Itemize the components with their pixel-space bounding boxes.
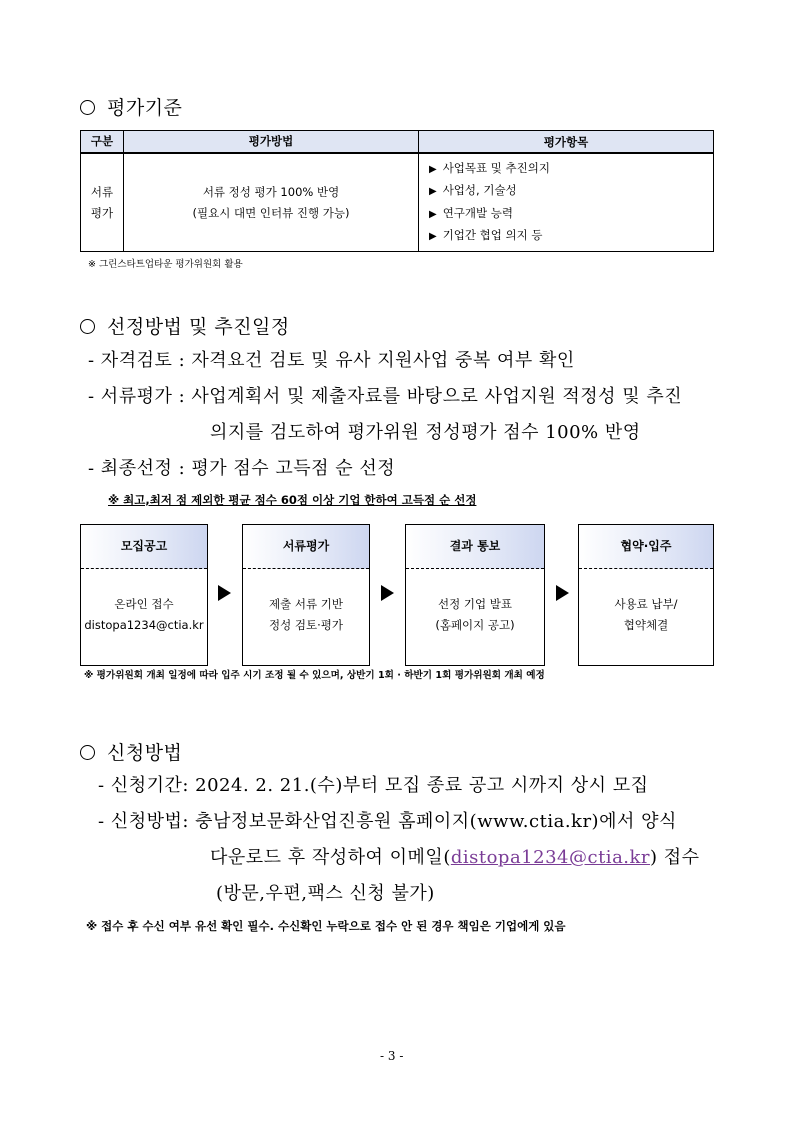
document-review-line-cont: 의지를 검도하여 평가위원 정성평가 점수 100% 반영 — [210, 422, 641, 443]
section-application-title: 신청방법 — [107, 742, 183, 764]
process-step-title: 모집공고 — [81, 525, 207, 569]
section-evaluation-heading — [80, 93, 182, 120]
section-selection-title: 선정방법 및 추진일정 — [107, 316, 290, 338]
evaluation-committee-note: ※ 그린스타트업타운 평가위원회 활용 — [88, 259, 243, 270]
cell-method — [124, 153, 419, 252]
confirmation-warning-note: ※ 접수 후 수신 여부 유선 확인 필수. 수신확인 누락으로 접수 안 된 경우 책임은 기업에게 있음 — [86, 919, 566, 933]
process-step-body: 제출 서류 기반 정성 검토·평가 — [269, 597, 343, 632]
triangle-bullet-icon: ▶ — [429, 208, 437, 220]
application-period-line: - 신청기간: 2024. 2. 21.(수)부터 모집 종료 공고 시까지 상시 모집 — [98, 775, 649, 796]
process-step-title: 서류평가 — [243, 525, 369, 569]
list-item: ▶ 연구개발 능력 — [429, 205, 514, 220]
process-step-agreement — [578, 524, 714, 666]
application-method-line: - 신청방법: 충남정보문화산업진흥원 홈페이지(www.ctia.kr)에서 양식 — [98, 811, 677, 832]
email-link[interactable]: distopa1234@ctia.kr — [450, 847, 651, 868]
document-review-line: - 서류평가 : 사업계획서 및 제출자료를 바탕으로 사업지원 적정성 및 추진 — [88, 386, 683, 407]
average-score-note: ※ 최고,최저 점 제외한 평균 점수 60점 이상 기업 한하여 고득점 순 선정 — [108, 493, 477, 507]
cell-category — [81, 153, 124, 252]
section-evaluation-title: 평가기준 — [107, 97, 183, 119]
process-step-body: 선정 기업 발표 (홈페이지 공고) — [435, 597, 515, 632]
committee-schedule-note: ※ 평가위원회 개최 일정에 따라 입주 시기 조정 될 수 있으며, 상반기 1회 · 하반기 1회 평가위원회 개최 예정 — [84, 670, 545, 681]
process-step-title: 결과 통보 — [406, 525, 544, 569]
list-item: ▶ 기업간 협업 의지 등 — [429, 228, 543, 242]
arrow-right-icon — [556, 585, 569, 601]
triangle-bullet-icon: ▶ — [429, 186, 437, 197]
application-method-line-cont: 다운로드 후 작성하여 이메일(distopa1234@ctia.kr) 접수 — [210, 847, 700, 868]
cell-items — [419, 153, 714, 252]
application-restriction-line: (방문,우편,팩스 신청 불가) — [216, 883, 435, 904]
method-line1: 서류 정성 평가 100% 반영 — [202, 184, 340, 199]
evaluation-criteria-table — [80, 130, 714, 252]
table-header-row — [81, 131, 714, 154]
process-step-document-review — [242, 524, 370, 666]
process-step-result — [405, 524, 545, 666]
process-step-body: 온라인 접수 distopa1234@ctia.kr — [84, 597, 204, 632]
header-category: 구분 — [81, 131, 124, 154]
list-item: ▶ 사업목표 및 추진의지 — [429, 160, 550, 175]
process-step-title: 협약·입주 — [579, 525, 713, 569]
arrow-right-icon — [381, 585, 394, 601]
triangle-bullet-icon: ▶ — [429, 163, 437, 175]
circle-bullet-icon — [80, 100, 95, 115]
final-selection-line: - 최종선정 : 평가 점수 고득점 순 선정 — [88, 458, 396, 479]
arrow-right-icon — [218, 585, 231, 601]
process-step-body: 사용료 납부/ 협약체결 — [614, 597, 678, 632]
category-line2: 평가 — [90, 205, 114, 220]
triangle-bullet-icon: ▶ — [429, 231, 437, 242]
process-step-recruit — [80, 524, 208, 666]
page-number: - 3 - — [380, 1049, 404, 1063]
list-item: ▶ 사업성, 기술성 — [429, 183, 517, 197]
header-items: 평가항목 — [419, 131, 714, 154]
category-line1: 서류 — [90, 184, 114, 199]
qualification-review-line: - 자격검토 : 자격요건 검토 및 유사 지원사업 중복 여부 확인 — [88, 350, 575, 371]
circle-bullet-icon — [80, 745, 95, 760]
header-method: 평가방법 — [124, 131, 419, 154]
section-selection-heading — [80, 312, 290, 339]
table-row — [81, 153, 714, 252]
circle-bullet-icon — [80, 319, 95, 334]
section-application-heading — [80, 738, 182, 765]
method-line2: (필요시 대면 인터뷰 진행 가능) — [192, 205, 350, 220]
